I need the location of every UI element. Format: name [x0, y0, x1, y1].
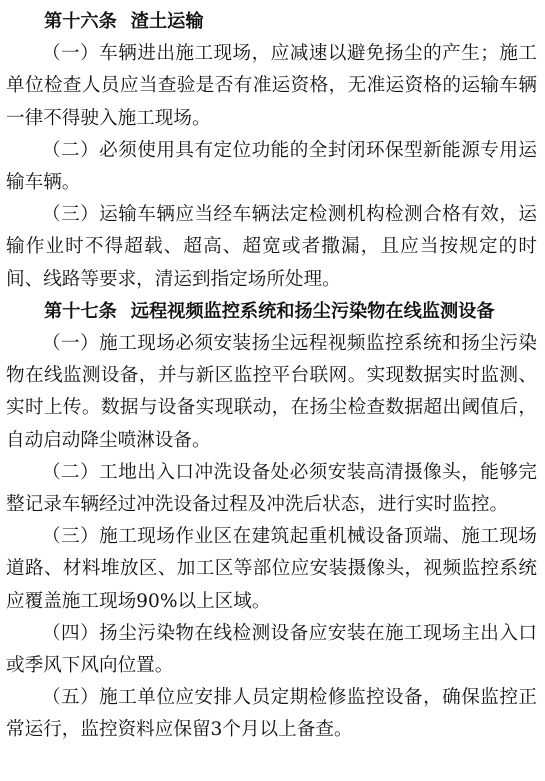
- article-17-heading: [6, 296, 537, 328]
- article-17-clause-4: （四）扬尘污染物在线检测设备应安装在施工现场主出入口或季风下风向位置。: [6, 622, 537, 677]
- article-16-title: 渣土运输: [130, 11, 204, 32]
- article-16-clause-3: （三）运输车辆应当经车辆法定检测机构检测合格有效，运输作业时不得超载、超高、超宽或者撒漏，且应当按规定的时间、线路等要求，清运到指定场所处理。: [6, 204, 537, 290]
- article-16-clause-2: （二）必须使用具有定位功能的全封闭环保型新能源专用运输车辆。: [6, 139, 537, 194]
- article-16-heading: [6, 6, 537, 38]
- article-17-clause-3: （三）施工现场作业区在建筑起重机械设备顶端、施工现场道路、材料堆放区、加工区等部位应安装摄像头，视频监控系统应覆盖施工现场90%以上区域。: [6, 526, 537, 612]
- article-17-number: 第十七条: [44, 300, 117, 322]
- article-17-clause-1: （一）施工现场必须安装扬尘远程视频监控系统和扬尘污染物在线监测设备，并与新区监控平台联网。实现数据实时监测、实时上传。数据与设备实现联动，在扬尘检查数据超出阈值后，自动启动降尘喷淋设备。: [6, 333, 537, 451]
- article-16-number: 第十六条: [44, 11, 117, 32]
- article-16-clause-1: （一）车辆进出施工现场，应减速以避免扬尘的产生；施工单位检查人员应当查验是否有准运资格，无准运资格的运输车辆一律不得驶入施工现场。: [6, 43, 537, 129]
- article-17-clause-5: （五）施工单位应安排人员定期检修监控设备，确保监控正常运行，监控资料应保留3个月以上备查。: [6, 687, 537, 741]
- article-17-title: 远程视频监控系统和扬尘污染物在线监测设备: [130, 300, 495, 322]
- article-17-clause-2: （二）工地出入口冲洗设备处必须安装高清摄像头，能够完整记录车辆经过冲洗设备过程及冲洗后状态，进行实时监控。: [6, 461, 537, 516]
